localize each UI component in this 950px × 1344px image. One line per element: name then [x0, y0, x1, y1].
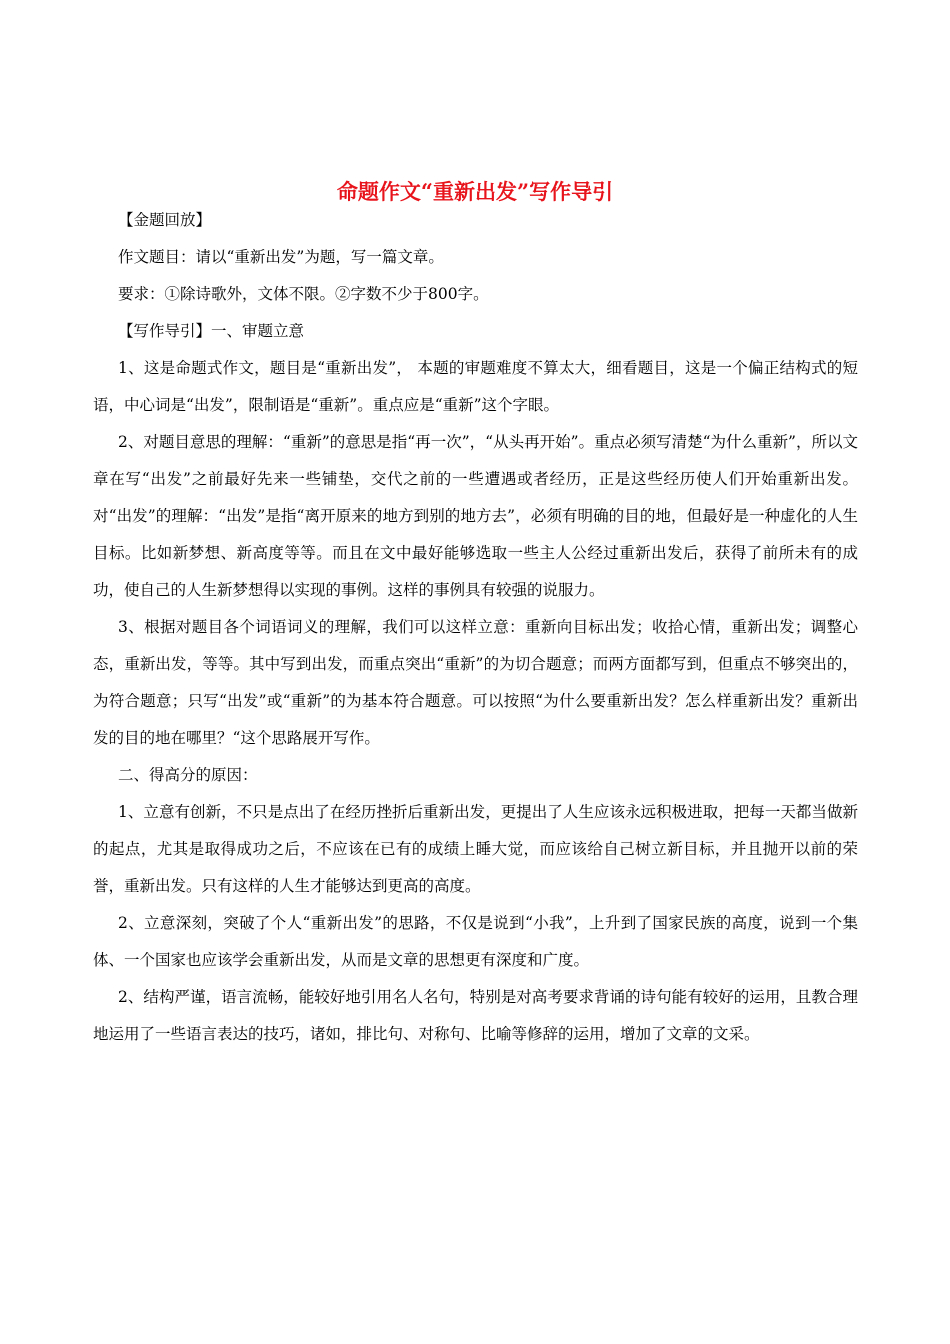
paragraph-4: 1、立意有创新，不只是点出了在经历挫折后重新出发，更提出了人生应该永远积极进取，把每一天都当做新的起点，尤其是取得成功之后，不应该在已有的成绩上睡大觉，而应该给自己树立新目标，并且抛开以前的荣誉，重新出发。只有这样的人生才能够达到更高的高度。 — [93, 803, 858, 895]
section-header-review: 【金题回放】 — [118, 211, 212, 229]
paragraph-3: 3、根据对题目各个词语词义的理解，我们可以这样立意：重新向目标出发；收拾心情，重新出发；调整心态，重新出发，等等。其中写到出发，而重点突出“重新”的为切合题意；而两方面都写到，但重点不够突出的，为符合题意；只写“出发”或“重新”的为基本符合题意。可以按照“为什么要重新出发？怎么样重新出发？重新出发的目的地在哪里？“这个思路展开写作。 — [93, 618, 858, 747]
paragraph-2: 2、对题目意思的理解：“重新”的意思是指“再一次”，“从头再开始”。重点必须写清楚“为什么重新”，所以文章在写“出发”之前最好先来一些铺垫，交代之前的一些遭遇或者经历，正是这些经历使人们开始重新出发。对“出发”的理解：“出发”是指“离开原来的地方到别的地方去”，必须有明确的目的地，但最好是一种虚化的人生目标。比如新梦想、新高度等等。而且在文中最好能够选取一些主人公经过重新出发后，获得了前所未有的成功，使自己的人生新梦想得以实现的事例。这样的事例具有较强的说服力。 — [93, 433, 858, 599]
document-title: 命题作文“重新出发”写作导引 — [336, 179, 614, 204]
paragraph-1: 1、这是命题式作文，题目是“重新出发”， 本题的审题难度不算太大，细看题目，这是一个偏正结构式的短语，中心词是“出发”，限制语是“重新”。重点应是“重新”这个字眼。 — [93, 359, 858, 414]
essay-requirement-line: 要求：①除诗歌外，文体不限。②字数不少于800字。 — [118, 285, 489, 303]
essay-topic-line: 作文题目：请以“重新出发”为题，写一篇文章。 — [118, 248, 444, 266]
paragraph-6: 2、结构严谨，语言流畅，能较好地引用名人名句，特别是对高考要求背诵的诗句能有较好的运用，且教合理地运用了一些语言表达的技巧，诸如，排比句、对称句、比喻等修辞的运用，增加了文章的文采。 — [93, 988, 858, 1043]
document-body — [93, 202, 858, 1053]
section-header-high-score: 二、得高分的原因： — [118, 766, 258, 784]
section-header-guide: 【写作导引】一、审题立意 — [118, 322, 305, 340]
paragraph-5: 2、立意深刻，突破了个人“重新出发”的思路，不仅是说到“小我”，上升到了国家民族的高度，说到一个集体、一个国家也应该学会重新出发，从而是文章的思想更有深度和广度。 — [93, 914, 858, 969]
